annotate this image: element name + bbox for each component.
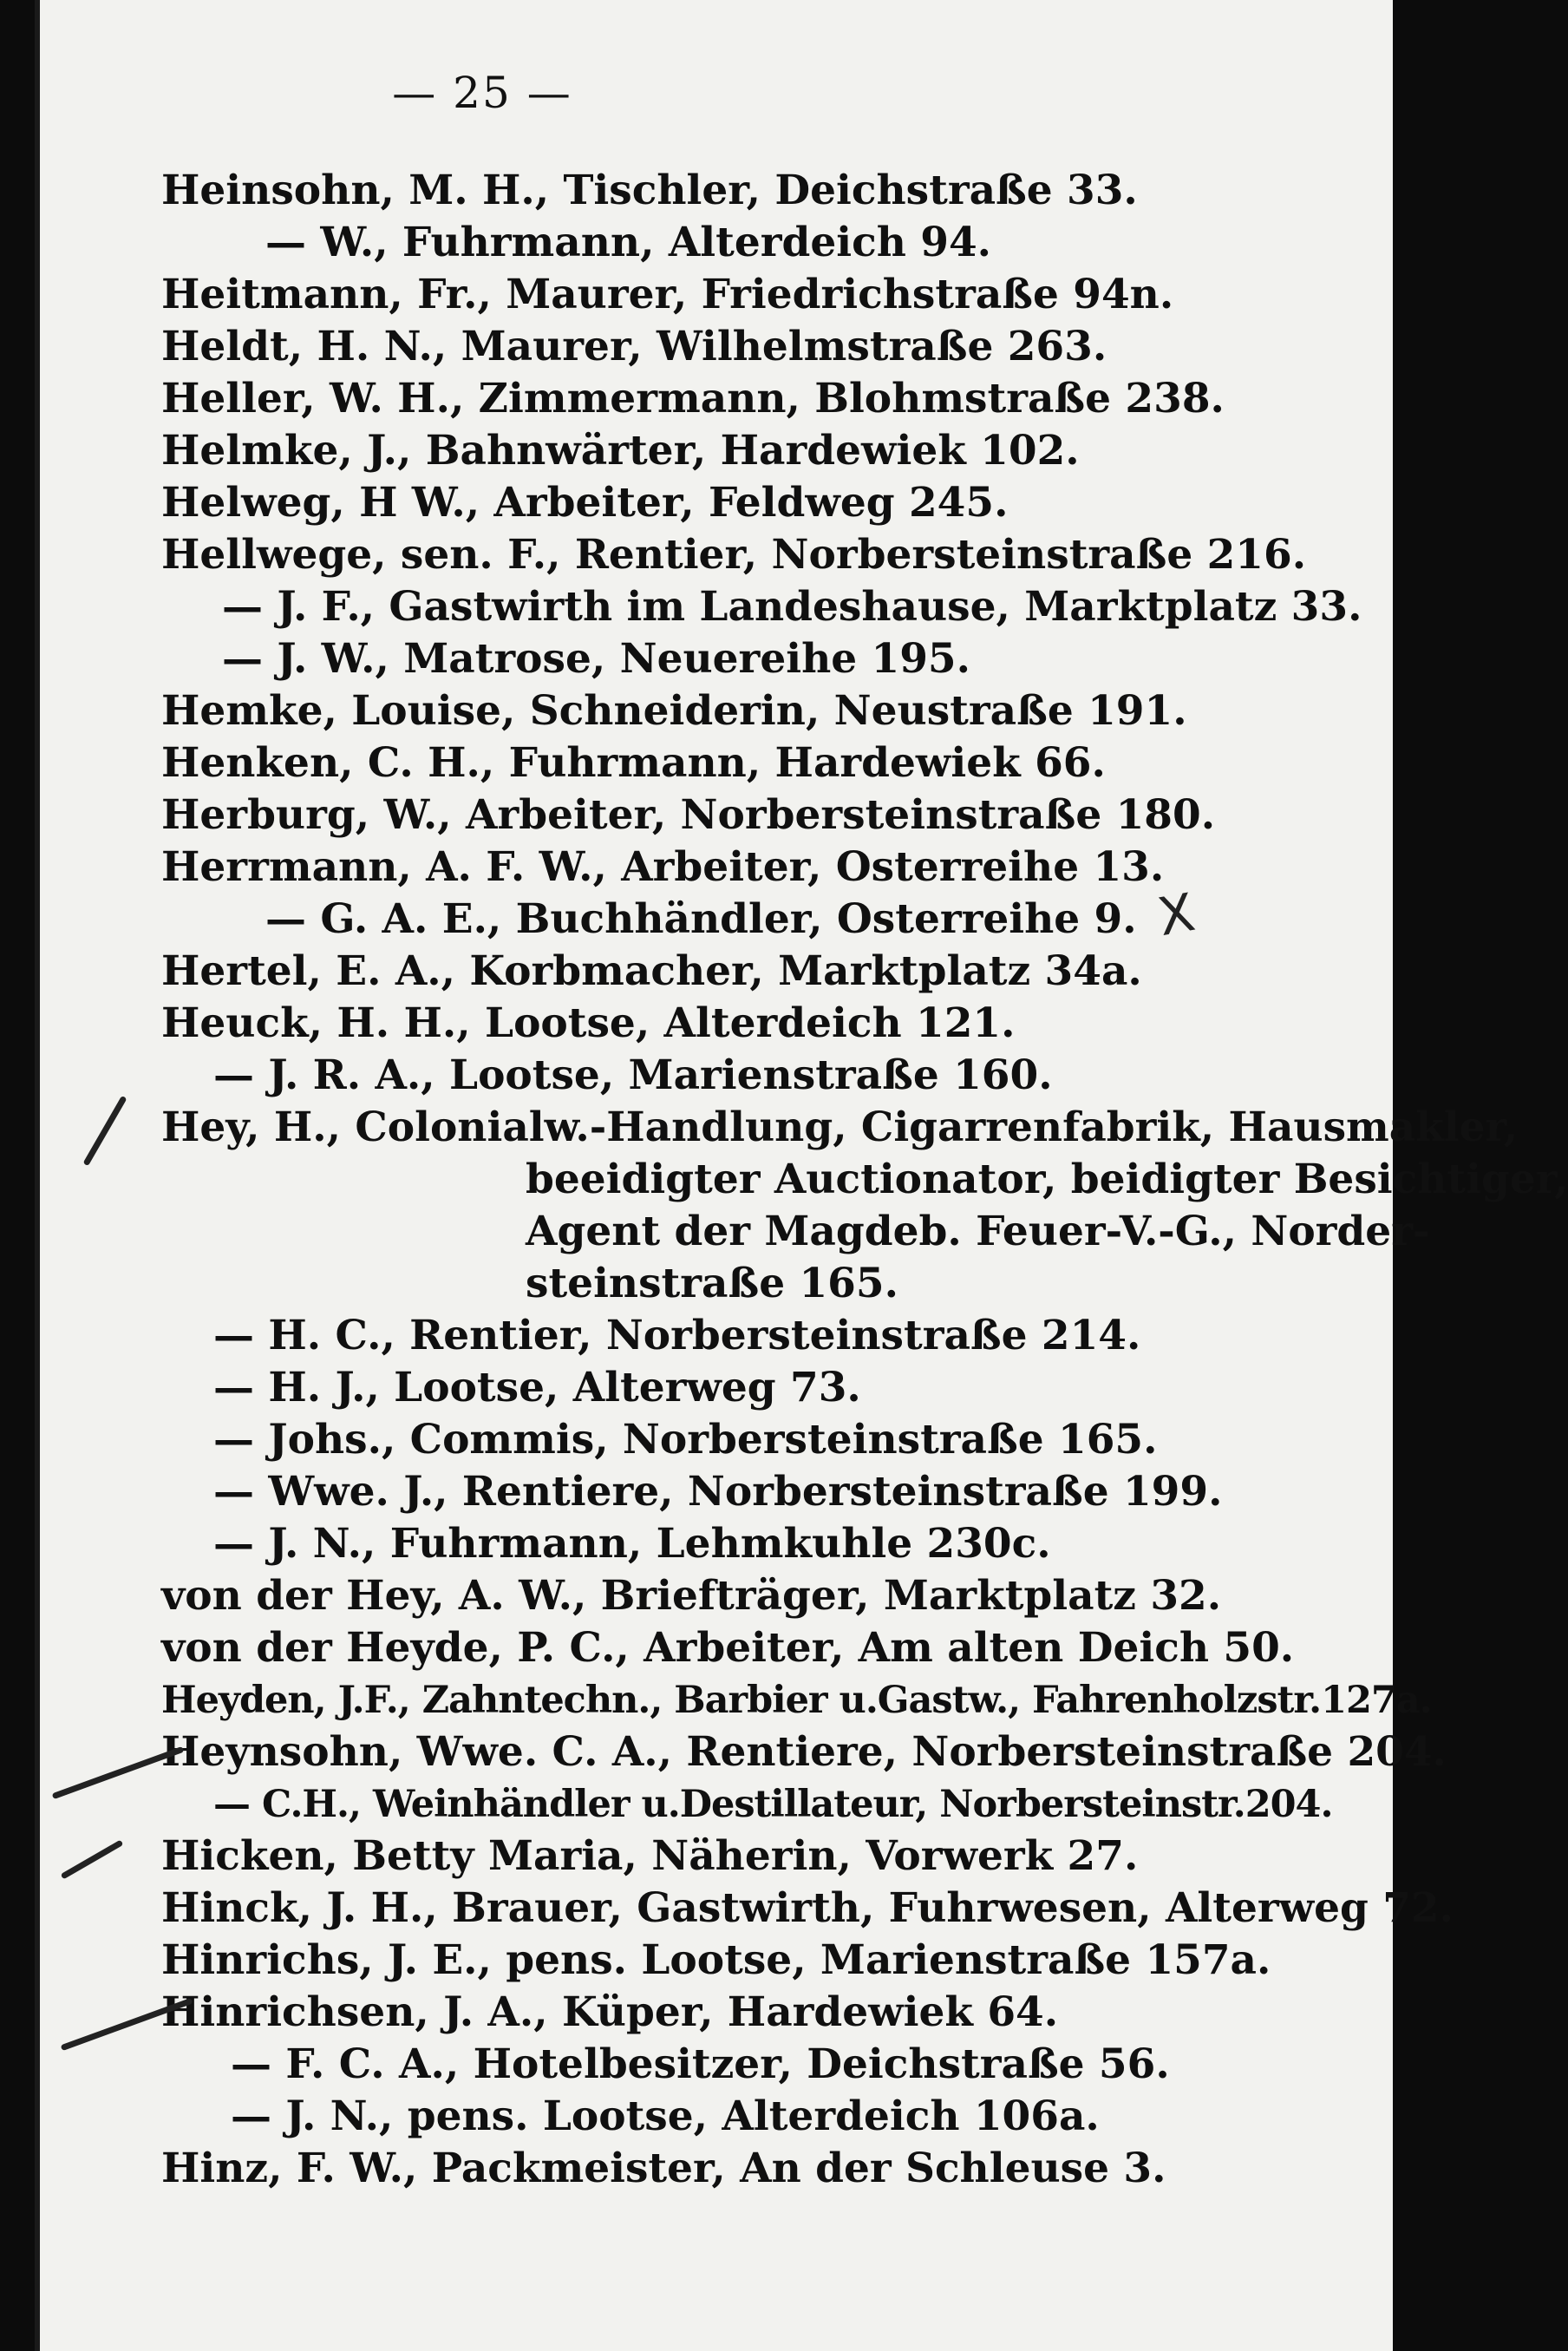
list-item: — J. F., Gastwirth im Landeshause, Marktplatz 33.: [222, 583, 1362, 631]
list-item: Heyden, J.F., Zahntechn., Barbier u.Gastw., Fahrenholzstr.127a.: [161, 1679, 1432, 1722]
list-item: Heynsohn, Wwe. C. A., Rentiere, Norbersteinstraße 204.: [161, 1728, 1447, 1776]
list-item: Helmke, J., Bahnwärter, Hardewiek 102.: [161, 427, 1080, 475]
page-number: — 25 —: [392, 68, 572, 118]
list-item: Hinz, F. W., Packmeister, An der Schleuse 3.: [161, 2145, 1166, 2192]
list-item: — Wwe. J., Rentiere, Norbersteinstraße 199.: [213, 1468, 1223, 1516]
list-item: Heinsohn, M. H., Tischler, Deichstraße 33.: [161, 167, 1138, 214]
list-item: Hellwege, sen. F., Rentier, Norbersteinstraße 216.: [161, 531, 1307, 579]
list-item: — H. C., Rentier, Norbersteinstraße 214.: [213, 1312, 1141, 1359]
list-item: steinstraße 165.: [526, 1260, 898, 1307]
list-item: beeidigter Auctionator, beidigter Besichtiger,: [526, 1156, 1568, 1203]
list-item: Heller, W. H., Zimmermann, Blohmstraße 238.: [161, 375, 1225, 422]
list-item: — J. N., Fuhrmann, Lehmkuhle 230c.: [213, 1520, 1051, 1568]
list-item: Heldt, H. N., Maurer, Wilhelmstraße 263.: [161, 323, 1107, 370]
list-item: Helweg, H W., Arbeiter, Feldweg 245.: [161, 479, 1009, 527]
list-item: Herburg, W., Arbeiter, Norbersteinstraße 180.: [161, 791, 1216, 839]
directory-page: [35, 0, 1568, 2351]
list-item: Hicken, Betty Maria, Näherin, Vorwerk 27.: [161, 1832, 1139, 1880]
pencil-mark: [61, 1839, 124, 1879]
list-item: Hinrichsen, J. A., Küper, Hardewiek 64.: [161, 1988, 1059, 2036]
list-item: — J. N., pens. Lootse, Alterdeich 106a.: [231, 2092, 1100, 2140]
list-item: — W., Fuhrmann, Alterdeich 94.: [265, 219, 992, 266]
list-item: — F. C. A., Hotelbesitzer, Deichstraße 56.: [231, 2040, 1170, 2088]
list-item: Heuck, H. H., Lootse, Alterdeich 121.: [161, 999, 1016, 1047]
list-item: — C.H., Weinhändler u.Destillateur, Norbersteinstr.204.: [213, 1783, 1333, 1826]
list-item: — Johs., Commis, Norbersteinstraße 165.: [213, 1416, 1158, 1464]
list-item: Hemke, Louise, Schneiderin, Neustraße 191.: [161, 687, 1187, 735]
list-item: Heitmann, Fr., Maurer, Friedrichstraße 94n.: [161, 271, 1174, 318]
list-item: Hinrichs, J. E., pens. Lootse, Marienstraße 157a.: [161, 1936, 1271, 1984]
list-item: — G. A. E., Buchhändler, Osterreihe 9.: [265, 895, 1137, 943]
list-item: von der Heyde, P. C., Arbeiter, Am alten Deich 50.: [161, 1624, 1295, 1672]
list-item: Hertel, E. A., Korbmacher, Marktplatz 34a.: [161, 947, 1142, 995]
list-item: Hinck, J. H., Brauer, Gastwirth, Fuhrwesen, Alterweg 72.: [161, 1884, 1454, 1932]
pencil-mark: [82, 1096, 127, 1166]
list-item: — J. W., Matrose, Neuereihe 195.: [222, 635, 970, 683]
list-item: Agent der Magdeb. Feuer-V.-G., Norder-: [526, 1208, 1430, 1255]
handwritten-x-mark: X: [1153, 881, 1199, 949]
list-item: — H. J., Lootse, Alterweg 73.: [213, 1364, 861, 1411]
list-item: Hey, H., Colonialw.-Handlung, Cigarrenfabrik, Hausmakler,: [161, 1103, 1519, 1151]
list-item: Henken, C. H., Fuhrmann, Hardewiek 66.: [161, 739, 1106, 787]
list-item: Herrmann, A. F. W., Arbeiter, Osterreihe 13.: [161, 843, 1165, 891]
list-item: von der Hey, A. W., Briefträger, Marktplatz 32.: [161, 1572, 1222, 1620]
list-item: — J. R. A., Lootse, Marienstraße 160.: [213, 1051, 1053, 1099]
